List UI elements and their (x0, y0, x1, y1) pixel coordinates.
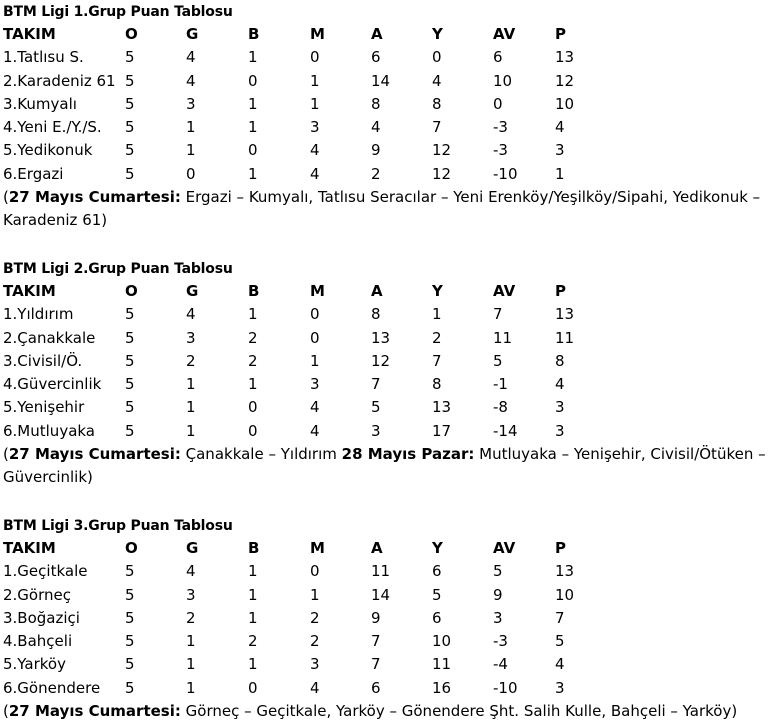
team-cell: 3.Boğaziçi (3, 608, 80, 627)
note-day1-text: Ergazi – Kumyalı, Tatlısu Seracılar – Yeni Erenköy/Yeşilköy/Sipahi, Yedikonuk – Karadeniz 61) (3, 188, 761, 230)
table-row (3, 116, 778, 139)
points-cell: 5 (555, 632, 565, 651)
header-lost: M (310, 539, 325, 557)
header-lost: M (310, 25, 325, 43)
table-row (3, 46, 778, 69)
note-day1-label: 27 Mayıs Cumartesi: (8, 188, 181, 207)
goals-against-cell: 7 (432, 118, 442, 137)
team-cell: 4.Bahçeli (3, 632, 73, 651)
goals-for-cell: 11 (371, 562, 391, 581)
drawn-cell: 0 (248, 141, 258, 160)
header-team: TAKIM (3, 282, 56, 300)
table-row (3, 560, 778, 583)
team-cell: 4.Yeni E./Y./S. (3, 118, 102, 137)
goal-diff-cell: -4 (493, 655, 508, 674)
goal-diff-cell: 3 (493, 608, 503, 627)
goals-against-cell: 4 (432, 71, 442, 90)
goals-against-cell: 8 (432, 375, 442, 394)
drawn-cell: 1 (248, 118, 258, 137)
points-cell: 11 (555, 328, 575, 347)
table-row (3, 653, 778, 676)
points-cell: 4 (555, 655, 565, 674)
header-goals-against: Y (432, 282, 443, 300)
lost-cell: 3 (310, 375, 320, 394)
team-cell: 5.Yedikonuk (3, 141, 93, 160)
header-drawn: B (248, 25, 260, 43)
goals-for-cell: 8 (371, 94, 381, 113)
group-title: BTM Ligi 2.Grup Puan Tablosu (3, 261, 233, 277)
note-open: ( (3, 702, 9, 721)
won-cell: 2 (186, 608, 196, 627)
points-cell: 10 (555, 585, 575, 604)
points-cell: 13 (555, 305, 575, 324)
table-row (3, 350, 778, 373)
lost-cell: 4 (310, 421, 320, 440)
header-points: P (555, 25, 566, 43)
team-cell: 2.Çanakkale (3, 328, 96, 347)
team-cell: 1.Geçitkale (3, 562, 88, 581)
played-cell: 5 (125, 632, 135, 651)
played-cell: 5 (125, 118, 135, 137)
table-row (3, 396, 778, 419)
goal-diff-cell: 6 (493, 48, 503, 67)
played-cell: 5 (125, 48, 135, 67)
points-cell: 4 (555, 375, 565, 394)
table-row (3, 677, 778, 700)
lost-cell: 4 (310, 164, 320, 183)
goal-diff-cell: -14 (493, 421, 518, 440)
note-open: ( (3, 188, 9, 207)
goals-for-cell: 14 (371, 585, 391, 604)
lost-cell: 1 (310, 585, 320, 604)
points-cell: 10 (555, 94, 575, 113)
table-row (3, 327, 778, 350)
table-row (3, 70, 778, 93)
table-body (3, 303, 778, 443)
group-1-section (3, 1, 778, 232)
note-day1-label: 27 Mayıs Cumartesi: (8, 445, 181, 464)
won-cell: 1 (186, 141, 196, 160)
goals-for-cell: 4 (371, 118, 381, 137)
goals-for-cell: 8 (371, 305, 381, 324)
played-cell: 5 (125, 421, 135, 440)
drawn-cell: 1 (248, 48, 258, 67)
header-points: P (555, 282, 566, 300)
goals-against-cell: 6 (432, 608, 442, 627)
lost-cell: 2 (310, 632, 320, 651)
drawn-cell: 1 (248, 375, 258, 394)
goals-for-cell: 7 (371, 655, 381, 674)
header-goal-diff: AV (493, 539, 516, 557)
drawn-cell: 0 (248, 398, 258, 417)
goals-for-cell: 2 (371, 164, 381, 183)
table-row (3, 93, 778, 116)
goals-against-cell: 2 (432, 328, 442, 347)
header-drawn: B (248, 539, 260, 557)
header-goals-for: A (371, 539, 383, 557)
lost-cell: 4 (310, 398, 320, 417)
header-played: O (125, 539, 138, 557)
fixture-note (3, 186, 778, 232)
goals-for-cell: 6 (371, 48, 381, 67)
drawn-cell: 0 (248, 678, 258, 697)
fixture-note (3, 700, 778, 723)
lost-cell: 2 (310, 608, 320, 627)
table-row (3, 420, 778, 443)
group-title: BTM Ligi 3.Grup Puan Tablosu (3, 518, 233, 534)
drawn-cell: 1 (248, 164, 258, 183)
table-header (3, 537, 778, 560)
points-cell: 3 (555, 421, 565, 440)
played-cell: 5 (125, 608, 135, 627)
drawn-cell: 1 (248, 585, 258, 604)
played-cell: 5 (125, 71, 135, 90)
team-cell: 6.Ergazi (3, 164, 64, 183)
points-cell: 8 (555, 351, 565, 370)
note-open: ( (3, 445, 9, 464)
goal-diff-cell: -10 (493, 678, 518, 697)
goal-diff-cell: 11 (493, 328, 513, 347)
goals-for-cell: 12 (371, 351, 391, 370)
header-team: TAKIM (3, 25, 56, 43)
drawn-cell: 1 (248, 305, 258, 324)
table-body (3, 560, 778, 700)
note-day2-text: Mutluyaka – Yenişehir, Civisil/Ötüken – Güvercinlik) (3, 445, 766, 487)
goal-diff-cell: 5 (493, 351, 503, 370)
table-row (3, 139, 778, 162)
team-cell: 4.Güvercinlik (3, 375, 102, 394)
goals-for-cell: 9 (371, 141, 381, 160)
header-goals-for: A (371, 282, 383, 300)
goals-against-cell: 5 (432, 585, 442, 604)
lost-cell: 0 (310, 562, 320, 581)
lost-cell: 1 (310, 94, 320, 113)
lost-cell: 0 (310, 48, 320, 67)
drawn-cell: 2 (248, 328, 258, 347)
header-goal-diff: AV (493, 25, 516, 43)
table-header (3, 280, 778, 303)
played-cell: 5 (125, 398, 135, 417)
lost-cell: 0 (310, 305, 320, 324)
points-cell: 3 (555, 398, 565, 417)
lost-cell: 1 (310, 351, 320, 370)
won-cell: 1 (186, 118, 196, 137)
note-day2-label: 28 Mayıs Pazar: (341, 445, 475, 464)
played-cell: 5 (125, 351, 135, 370)
team-cell: 5.Yarköy (3, 655, 66, 674)
played-cell: 5 (125, 562, 135, 581)
team-cell: 3.Civisil/Ö. (3, 351, 83, 370)
team-cell: 6.Mutluyaka (3, 421, 95, 440)
header-played: O (125, 282, 138, 300)
table-row (3, 163, 778, 186)
goals-for-cell: 7 (371, 375, 381, 394)
header-goals-against: Y (432, 25, 443, 43)
goals-against-cell: 8 (432, 94, 442, 113)
note-day1-label: 27 Mayıs Cumartesi: (8, 702, 181, 721)
goals-against-cell: 17 (432, 421, 452, 440)
played-cell: 5 (125, 305, 135, 324)
header-goals-against: Y (432, 539, 443, 557)
won-cell: 3 (186, 328, 196, 347)
goals-for-cell: 7 (371, 632, 381, 651)
goals-for-cell: 3 (371, 421, 381, 440)
lost-cell: 1 (310, 71, 320, 90)
played-cell: 5 (125, 375, 135, 394)
lost-cell: 3 (310, 655, 320, 674)
goals-against-cell: 12 (432, 164, 452, 183)
table-header (3, 23, 778, 46)
goal-diff-cell: 0 (493, 94, 503, 113)
won-cell: 1 (186, 655, 196, 674)
drawn-cell: 2 (248, 632, 258, 651)
points-cell: 1 (555, 164, 565, 183)
team-cell: 1.Yıldırım (3, 305, 74, 324)
goals-against-cell: 0 (432, 48, 442, 67)
goals-against-cell: 12 (432, 141, 452, 160)
drawn-cell: 1 (248, 608, 258, 627)
goal-diff-cell: -10 (493, 164, 518, 183)
header-team: TAKIM (3, 539, 56, 557)
goal-diff-cell: 9 (493, 585, 503, 604)
goal-diff-cell: -8 (493, 398, 508, 417)
won-cell: 1 (186, 678, 196, 697)
played-cell: 5 (125, 164, 135, 183)
team-cell: 2.Görneç (3, 585, 71, 604)
points-cell: 3 (555, 678, 565, 697)
won-cell: 1 (186, 632, 196, 651)
won-cell: 4 (186, 48, 196, 67)
won-cell: 3 (186, 94, 196, 113)
goals-for-cell: 5 (371, 398, 381, 417)
team-cell: 2.Karadeniz 61 (3, 71, 116, 90)
played-cell: 5 (125, 328, 135, 347)
won-cell: 4 (186, 305, 196, 324)
team-cell: 6.Gönendere (3, 678, 101, 697)
drawn-cell: 2 (248, 351, 258, 370)
group-2-section (3, 258, 778, 489)
team-cell: 5.Yenişehir (3, 398, 85, 417)
lost-cell: 0 (310, 328, 320, 347)
team-cell: 1.Tatlısu S. (3, 48, 84, 67)
header-played: O (125, 25, 138, 43)
won-cell: 1 (186, 398, 196, 417)
header-lost: M (310, 282, 325, 300)
won-cell: 3 (186, 585, 196, 604)
goal-diff-cell: 7 (493, 305, 503, 324)
won-cell: 2 (186, 351, 196, 370)
goals-against-cell: 1 (432, 305, 442, 324)
drawn-cell: 0 (248, 71, 258, 90)
table-row (3, 373, 778, 396)
goals-against-cell: 7 (432, 351, 442, 370)
team-cell: 3.Kumyalı (3, 94, 77, 113)
goals-for-cell: 9 (371, 608, 381, 627)
header-won: G (186, 25, 199, 43)
played-cell: 5 (125, 655, 135, 674)
played-cell: 5 (125, 94, 135, 113)
points-cell: 4 (555, 118, 565, 137)
table-row (3, 630, 778, 653)
lost-cell: 3 (310, 118, 320, 137)
goals-against-cell: 10 (432, 632, 452, 651)
points-cell: 7 (555, 608, 565, 627)
group-title: BTM Ligi 1.Grup Puan Tablosu (3, 4, 233, 20)
played-cell: 5 (125, 141, 135, 160)
group-3-section (3, 515, 778, 723)
lost-cell: 4 (310, 678, 320, 697)
won-cell: 1 (186, 421, 196, 440)
header-goal-diff: AV (493, 282, 516, 300)
header-won: G (186, 282, 199, 300)
goals-for-cell: 6 (371, 678, 381, 697)
drawn-cell: 0 (248, 421, 258, 440)
points-cell: 12 (555, 71, 575, 90)
table-body (3, 46, 778, 186)
table-row (3, 584, 778, 607)
drawn-cell: 1 (248, 562, 258, 581)
goal-diff-cell: -3 (493, 632, 508, 651)
goals-against-cell: 13 (432, 398, 452, 417)
goal-diff-cell: -3 (493, 141, 508, 160)
goals-for-cell: 14 (371, 71, 391, 90)
note-day1-text: Çanakkale – Yıldırım (180, 445, 342, 464)
played-cell: 5 (125, 585, 135, 604)
played-cell: 5 (125, 678, 135, 697)
header-drawn: B (248, 282, 260, 300)
goal-diff-cell: 5 (493, 562, 503, 581)
drawn-cell: 1 (248, 655, 258, 674)
points-cell: 13 (555, 48, 575, 67)
goals-against-cell: 16 (432, 678, 452, 697)
header-goals-for: A (371, 25, 383, 43)
header-won: G (186, 539, 199, 557)
points-cell: 13 (555, 562, 575, 581)
goals-against-cell: 6 (432, 562, 442, 581)
fixture-note (3, 443, 778, 489)
goals-against-cell: 11 (432, 655, 452, 674)
header-points: P (555, 539, 566, 557)
goal-diff-cell: 10 (493, 71, 513, 90)
table-row (3, 303, 778, 326)
note-day1-text: Görneç – Geçitkale, Yarköy – Gönendere Şht. Salih Kulle, Bahçeli – Yarköy) (180, 702, 738, 721)
goal-diff-cell: -1 (493, 375, 508, 394)
table-row (3, 607, 778, 630)
won-cell: 4 (186, 71, 196, 90)
won-cell: 1 (186, 375, 196, 394)
won-cell: 4 (186, 562, 196, 581)
points-cell: 3 (555, 141, 565, 160)
drawn-cell: 1 (248, 94, 258, 113)
goal-diff-cell: -3 (493, 118, 508, 137)
lost-cell: 4 (310, 141, 320, 160)
won-cell: 0 (186, 164, 196, 183)
goals-for-cell: 13 (371, 328, 391, 347)
